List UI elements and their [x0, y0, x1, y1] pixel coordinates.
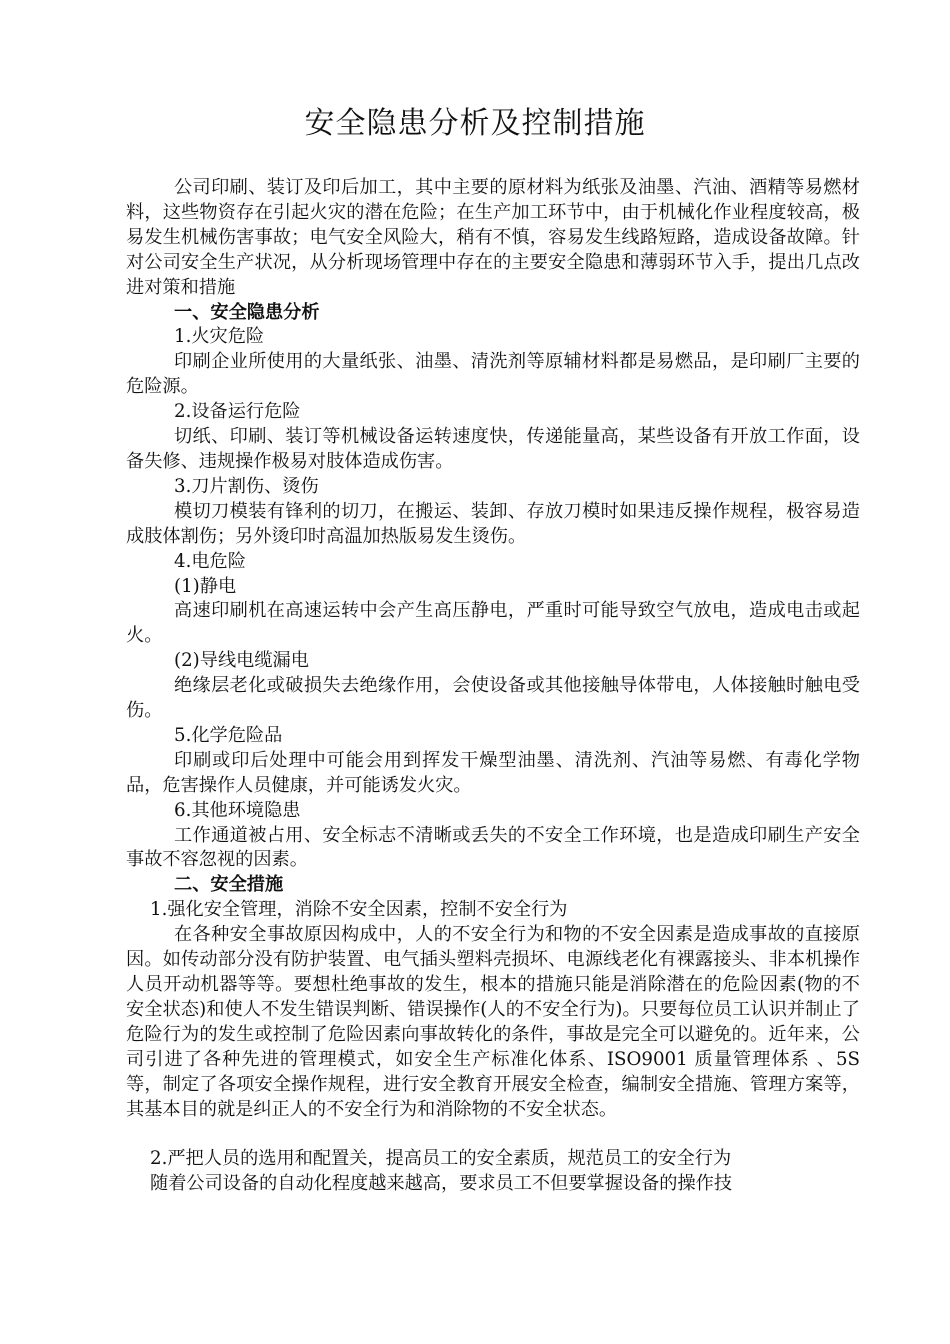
measure-text-personnel: 随着公司设备的自动化程度越来越高，要求员工不但要掌握设备的操作技 [150, 1173, 733, 1195]
item-heading-environment: 6.其他环境隐患 [174, 799, 301, 821]
item-text-blade: 模切刀模装有锋利的切刀，在搬运、装卸、存放刀模时如果违反操作规程，极容易造成肢体割伤；另外烫印时高温加热版易发生烫伤。 [126, 500, 860, 547]
document-title: 安全隐患分析及控制措施 [304, 106, 646, 141]
intro-paragraph: 公司印刷、装订及印后加工，其中主要的原材料为纸张及油墨、汽油、酒精等易燃材料，这些物资存在引起火灾的潜在危险；在生产加工环节中，由于机械化作业程度较高，极易发生机械伤害事故；电气安全风险大，稍有不慎，容易发生线路短路，造成设备故障。针对公司安全生产状况，从分析现场管理中存在的主要安全隐患和薄弱环节入手，提出几点改进对策和措施 [126, 177, 860, 298]
item-heading-blade: 3.刀片割伤、烫伤 [174, 475, 319, 497]
item-text-leakage: 绝缘层老化或破损失去绝缘作用，会使设备或其他接触导体带电，人体接触时触电受伤。 [126, 675, 860, 722]
item-text-environment: 工作通道被占用、安全标志不清晰或丢失的不安全工作环境，也是造成印刷生产安全事故不容忽视的因素。 [126, 824, 860, 871]
item-heading-chemical: 5.化学危险品 [174, 724, 283, 746]
item-text-fire: 印刷企业所使用的大量纸张、油墨、清洗剂等原辅材料都是易燃品，是印刷厂主要的危险源。 [126, 351, 860, 398]
item-heading-static: (1)静电 [174, 575, 237, 597]
paragraph-gap [126, 1122, 860, 1147]
section-heading-hazard-analysis: 一、安全隐患分析 [174, 301, 320, 323]
item-heading-equipment: 2.设备运行危险 [174, 401, 301, 423]
item-text-static: 高速印刷机在高速运转中会产生高压静电，严重时可能导致空气放电，造成电击或起火。 [126, 600, 860, 647]
measure-heading-personnel: 2.严把人员的选用和配置关，提高员工的安全素质，规范员工的安全行为 [150, 1148, 732, 1170]
item-heading-leakage: (2)导线电缆漏电 [174, 650, 309, 672]
item-heading-fire: 1.火灾危险 [174, 326, 265, 348]
measure-heading-management: 1.强化安全管理，消除不安全因素，控制不安全行为 [150, 899, 568, 921]
item-heading-electric: 4.电危险 [174, 550, 246, 572]
measure-text-management: 在各种安全事故原因构成中，人的不安全行为和物的不安全因素是造成事故的直接原因。如传动部分没有防护装置、电气插头塑料壳损坏、电源线老化有裸露接头、非本机操作人员开动机器等等。要想杜绝事故的发生，根本的措施只能是消除潜在的危险因素(物的不安全状态)和使人不发生错误判断、错误操作(人的不安全行为)。只要每位员工认识并制止了危险行为的发生或控制了危险因素向事故转化的条件，事故是完全可以避免的。近年来，公司引进了各种先进的管理模式，如安全生产标准化体系、ISO9001 质量管理体系 、5S 等，制定了各项安全操作规程，进行安全教育开展安全检查，编制安全措施、管理方案等，其基本目的就是纠正人的不安全行为和消除物的不安全状态。 [126, 924, 860, 1120]
item-text-equipment: 切纸、印刷、装订等机械设备运转速度快，传递能量高，某些设备有开放工作面，设备失修、违规操作极易对肢体造成伤害。 [126, 426, 860, 472]
item-text-chemical: 印刷或印后处理中可能会用到挥发干燥型油墨、清洗剂、汽油等易燃、有毒化学物品，危害操作人员健康，并可能诱发火灾。 [126, 749, 860, 796]
document-body [126, 176, 860, 1197]
section-heading-safety-measures: 二、安全措施 [174, 874, 284, 896]
